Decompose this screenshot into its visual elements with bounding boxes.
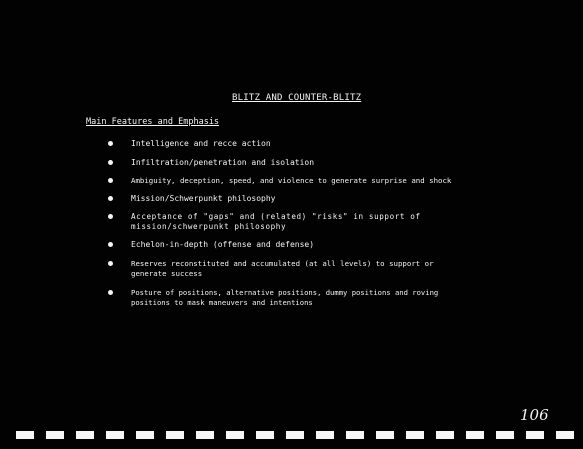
list-item [108, 158, 488, 168]
sprocket-hole [106, 431, 124, 439]
sprocket-hole [16, 431, 34, 439]
bullet-icon [108, 242, 113, 247]
sprocket-hole [406, 431, 424, 439]
sprocket-hole [286, 431, 304, 439]
section-heading: Main Features and Emphasis [86, 117, 220, 127]
list-item-text: Infiltration/penetration and isolation [131, 158, 315, 167]
list-item-text: Acceptance of "gaps" and (related) "risks" in support of mission/schwerpunkt philosophy [131, 212, 421, 231]
bullet-icon [108, 196, 113, 201]
sprocket-hole [46, 431, 64, 439]
list-item [108, 259, 498, 279]
sprocket-hole [196, 431, 214, 439]
list-item [108, 288, 498, 308]
list-item-text: Ambiguity, deception, speed, and violence to generate surprise and shock [131, 176, 452, 185]
sprocket-hole [556, 431, 574, 439]
sprocket-hole [226, 431, 244, 439]
sprocket-hole [316, 431, 334, 439]
list-item [108, 139, 488, 149]
sprocket-hole [136, 431, 154, 439]
list-item-text: Intelligence and recce action [131, 139, 271, 148]
list-item-text: Posture of positions, alternative positions, dummy positions and roving positions to mask maneuvers and intentions [131, 288, 439, 307]
sprocket-hole [496, 431, 514, 439]
list-item [108, 176, 493, 186]
slide-title: BLITZ AND COUNTER-BLITZ [232, 93, 362, 103]
sprocket-hole [76, 431, 94, 439]
list-item [108, 212, 498, 232]
list-item [108, 194, 488, 204]
list-item-text: Reserves reconstituted and accumulated (at all levels) to support or generate success [131, 259, 434, 278]
list-item-text: Mission/Schwerpunkt philosophy [131, 194, 276, 203]
sprocket-hole [166, 431, 184, 439]
film-sprocket-strip [0, 429, 583, 441]
page-number: 106 [520, 406, 549, 424]
bullet-icon [108, 290, 113, 295]
sprocket-hole [376, 431, 394, 439]
bullet-icon [108, 261, 113, 266]
sprocket-hole [256, 431, 274, 439]
sprocket-hole [346, 431, 364, 439]
sprocket-hole [436, 431, 454, 439]
bullet-icon [108, 141, 113, 146]
sprocket-hole [466, 431, 484, 439]
bullet-icon [108, 214, 113, 219]
sprocket-hole [526, 431, 544, 439]
bullet-icon [108, 178, 113, 183]
list-item-text: Echelon-in-depth (offense and defense) [131, 240, 315, 249]
bullet-icon [108, 160, 113, 165]
list-item [108, 240, 488, 250]
